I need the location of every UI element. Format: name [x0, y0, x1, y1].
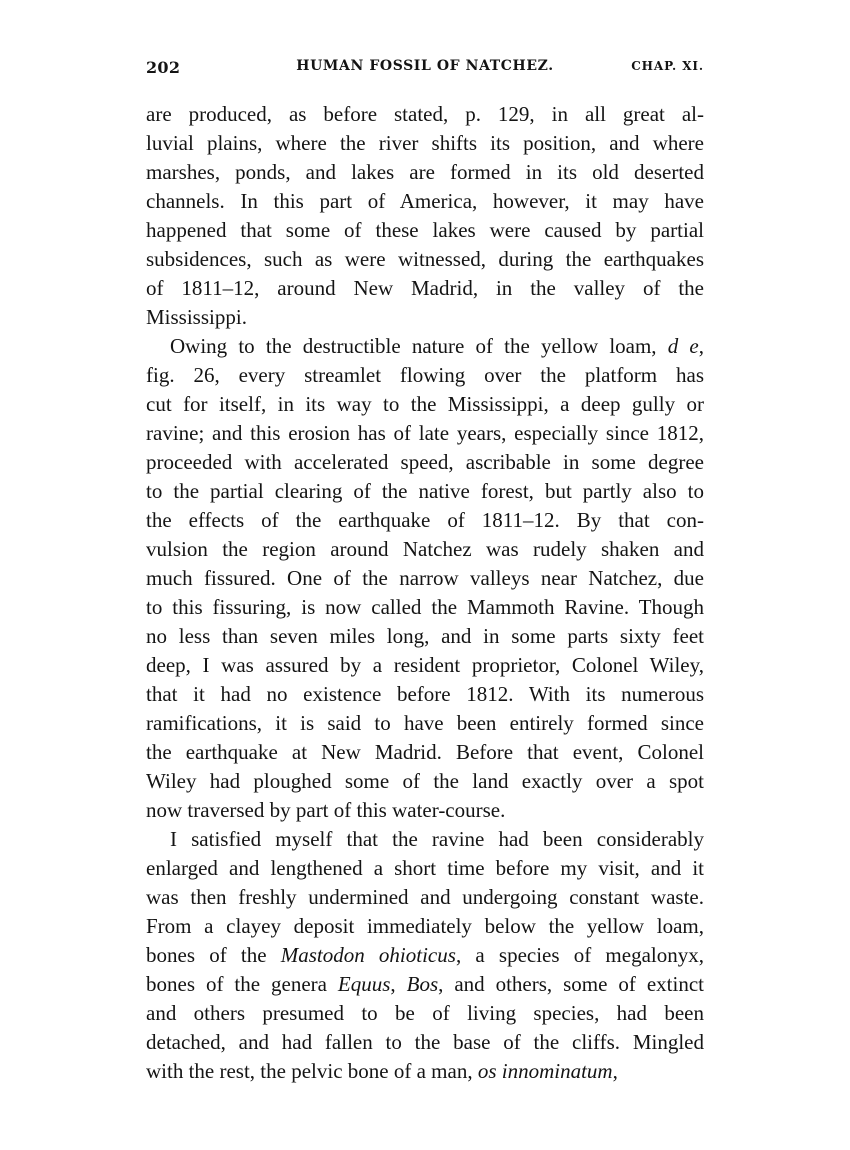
- text-run: enlarged and lengthened a short time before my visit, and it: [146, 856, 704, 880]
- text-line: [146, 245, 704, 274]
- text-run: that it had no existence before 1812. With its numerous: [146, 682, 704, 706]
- text-line: [146, 680, 704, 709]
- text-run: detached, and had fallen to the base of the cliffs. Mingled: [146, 1030, 704, 1054]
- text-run: to the partial clearing of the native forest, but partly also to: [146, 479, 704, 503]
- text-line: [146, 303, 704, 332]
- text-run: cut for itself, in its way to the Mississippi, a deep gully or: [146, 392, 704, 416]
- text-line: [146, 709, 704, 738]
- text-run: Mississippi.: [146, 305, 247, 329]
- text-run: , a species of megalonyx,: [455, 943, 704, 967]
- paragraph: [146, 825, 704, 1086]
- text-run: are produced, as before stated, p. 129, in all great al-: [146, 102, 704, 126]
- text-run: the effects of the earthquake of 1811–12. By that con-: [146, 508, 704, 532]
- text-run: From a clayey deposit immediately below the yellow loam,: [146, 914, 704, 938]
- text-line: [146, 332, 704, 361]
- text-run: subsidences, such as were witnessed, during the earthquakes: [146, 247, 704, 271]
- text-line: [146, 216, 704, 245]
- text-run: I satisfied myself that the ravine had been considerably: [170, 827, 704, 851]
- text-run: was then freshly undermined and undergoing constant waste.: [146, 885, 704, 909]
- text-run: fig. 26, every streamlet flowing over the platform has: [146, 363, 704, 387]
- text-line: [146, 361, 704, 390]
- text-line: [146, 535, 704, 564]
- text-run: ramifications, it is said to have been entirely formed since: [146, 711, 704, 735]
- italic-run: Bos: [406, 972, 439, 996]
- text-line: [146, 622, 704, 651]
- text-run: no less than seven miles long, and in some parts sixty feet: [146, 624, 704, 648]
- text-line: [146, 883, 704, 912]
- text-run: happened that some of these lakes were caused by partial: [146, 218, 704, 242]
- text-line: [146, 448, 704, 477]
- text-run: now traversed by part of this water-course.: [146, 798, 506, 822]
- text-run: bones of the genera: [146, 972, 338, 996]
- text-run: of 1811–12, around New Madrid, in the valley of the: [146, 276, 704, 300]
- text-run: vulsion the region around Natchez was rudely shaken and: [146, 537, 704, 561]
- italic-run: os innominatum: [477, 1059, 613, 1083]
- text-line: [146, 129, 704, 158]
- text-run: ,: [612, 1059, 618, 1083]
- text-run: and others presumed to be of living species, had been: [146, 1001, 704, 1025]
- text-line: [146, 999, 704, 1028]
- text-line: [146, 912, 704, 941]
- italic-run: Mastodon ohioticus: [280, 943, 456, 967]
- text-line: [146, 593, 704, 622]
- body-text: [146, 100, 704, 1086]
- text-line: [146, 477, 704, 506]
- text-run: deep, I was assured by a resident proprietor, Colonel Wiley,: [146, 653, 704, 677]
- text-line: [146, 274, 704, 303]
- page-number: 202: [146, 58, 181, 77]
- text-run: ,: [390, 972, 407, 996]
- text-run: ,: [698, 334, 704, 358]
- text-line: [146, 651, 704, 680]
- text-run: bones of the: [146, 943, 281, 967]
- italic-run: Equus: [337, 972, 391, 996]
- text-run: Owing to the destructible nature of the yellow loam,: [170, 334, 668, 358]
- text-line: [146, 187, 704, 216]
- text-line: [146, 941, 704, 970]
- text-run: proceeded with accelerated speed, ascribable in some degree: [146, 450, 704, 474]
- text-run: Wiley had ploughed some of the land exactly over a spot: [146, 769, 704, 793]
- text-line: [146, 419, 704, 448]
- paragraph: [146, 332, 704, 825]
- text-run: much fissured. One of the narrow valleys near Natchez, due: [146, 566, 704, 590]
- text-line: [146, 1057, 704, 1086]
- text-line: [146, 158, 704, 187]
- chapter-reference: CHAP. XI.: [631, 59, 704, 73]
- text-line: [146, 506, 704, 535]
- text-line: [146, 738, 704, 767]
- text-run: luvial plains, where the river shifts its position, and where: [146, 131, 704, 155]
- text-run: channels. In this part of America, however, it may have: [146, 189, 704, 213]
- text-run: marshes, ponds, and lakes are formed in its old deserted: [146, 160, 704, 184]
- text-line: [146, 767, 704, 796]
- text-run: to this fissuring, is now called the Mammoth Ravine. Though: [146, 595, 704, 619]
- text-line: [146, 100, 704, 129]
- running-head: [146, 58, 704, 84]
- text-line: [146, 970, 704, 999]
- text-line: [146, 564, 704, 593]
- text-line: [146, 825, 704, 854]
- text-run: the earthquake at New Madrid. Before that event, Colonel: [146, 740, 704, 764]
- text-run: with the rest, the pelvic bone of a man,: [146, 1059, 478, 1083]
- paragraph: [146, 100, 704, 332]
- text-line: [146, 796, 704, 825]
- italic-run: d e: [667, 334, 699, 358]
- text-run: ravine; and this erosion has of late years, especially since 1812,: [146, 421, 704, 445]
- text-line: [146, 854, 704, 883]
- text-run: , and others, some of extinct: [438, 972, 704, 996]
- text-line: [146, 1028, 704, 1057]
- running-title: HUMAN FOSSIL OF NATCHEZ.: [296, 58, 554, 74]
- text-line: [146, 390, 704, 419]
